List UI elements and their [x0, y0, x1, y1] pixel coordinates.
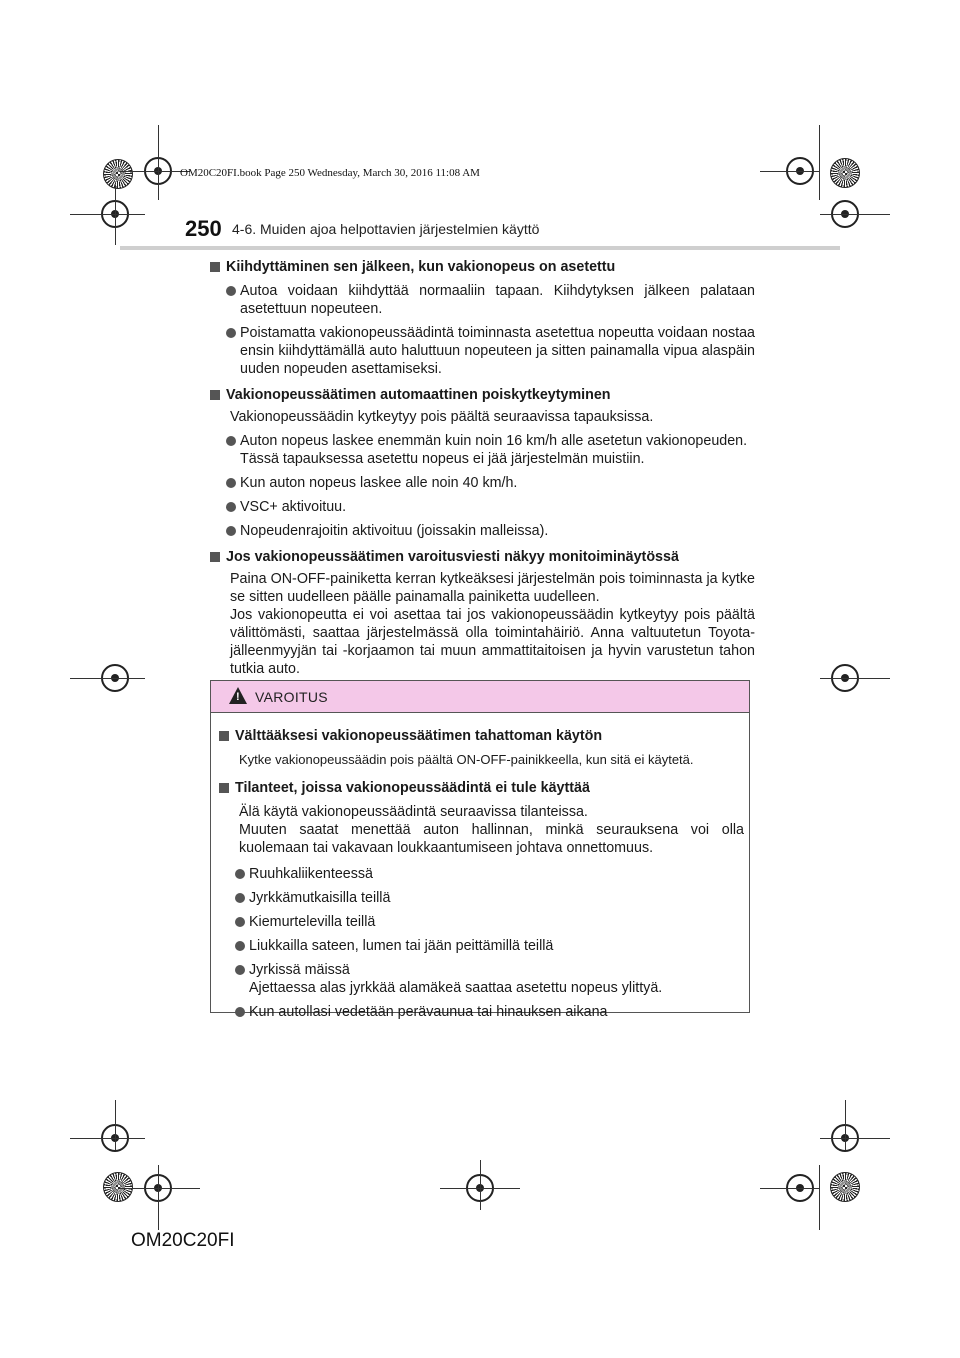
- footer-code: OM20C20FI: [131, 1230, 235, 1251]
- warning-triangle-icon: !: [229, 687, 247, 704]
- header-rule: [120, 246, 840, 250]
- warning-text: Muuten saatat menettää auton hallinnan, minkä seurauksena voi olla kuolemaan tai vakavaan loukkaantumiseen johtava onnettomuus.: [239, 822, 744, 856]
- crop-line: [70, 1138, 145, 1139]
- list-item: Kun auton nopeus laskee alle noin 40 km/h.: [210, 474, 755, 492]
- list-item: Autoa voidaan kiihdyttää normaaliin tapaan. Kiihdytyksen jälkeen palataan asetettuun nopeuteen.: [210, 282, 755, 318]
- crop-line: [70, 678, 145, 679]
- warning-list-item: Kun autollasi vedetään perävaunua tai hinauksen aikana: [219, 1003, 744, 1021]
- warning-box: [210, 680, 750, 1020]
- bullet-icon: [235, 941, 245, 951]
- bullet-icon: [235, 869, 245, 879]
- bullet-icon: [235, 893, 245, 903]
- crop-line: [845, 1100, 846, 1150]
- bullet-icon: [226, 526, 236, 536]
- warning-list-item: Liukkailla sateen, lumen tai jään peittämillä teillä: [219, 937, 744, 955]
- warning-list-item: Ruuhkaliikenteessä: [219, 865, 744, 883]
- registration-sunburst-top-right: [830, 158, 860, 188]
- list-item: VSC+ aktivoituu.: [210, 498, 755, 516]
- chapter-title: 4-6. Muiden ajoa helpottavien järjestelmien käyttö: [232, 221, 540, 237]
- bullet-icon: [226, 436, 236, 446]
- crop-line: [158, 125, 159, 200]
- crop-line: [115, 1100, 116, 1150]
- warning-heading: Välttääksesi vakionopeussäätimen tahattoman käytön: [219, 727, 744, 745]
- main-content: [210, 254, 755, 678]
- list-item: Poistamatta vakionopeussäädintä toiminnasta asetettua nopeutta voidaan nostaa ensin kiihdyttämällä auto haluttuun nopeuteen ja sitten painamalla vipua alaspäin uuden nopeuden asettamiseksi.: [210, 324, 755, 378]
- section-heading: Jos vakionopeussäätimen varoitusviesti näkyy monitoiminäytössä: [210, 548, 755, 566]
- bullet-icon: [235, 965, 245, 975]
- crop-line: [70, 214, 145, 215]
- crop-line: [820, 214, 890, 215]
- warning-list-item: Jyrkissä mäissä Ajettaessa alas jyrkkää alamäkeä saattaa asetettu nopeus ylittyä.: [219, 961, 744, 997]
- bullet-icon: [235, 1007, 245, 1017]
- book-info-line: OM20C20FI.book Page 250 Wednesday, March 30, 2016 11:08 AM: [180, 167, 480, 179]
- crop-line: [819, 1165, 820, 1230]
- warning-heading: Tilanteet, joissa vakionopeussäädintä ei tule käyttää: [219, 779, 744, 797]
- warning-list-item: Kiemurtelevilla teillä: [219, 913, 744, 931]
- warning-header: [211, 681, 749, 713]
- bullet-icon: [235, 917, 245, 927]
- paragraph: Jos vakionopeutta ei voi asettaa tai jos vakionopeussäädin kytkeytyy pois päältä välittömästi, saattaa järjestelmässä olla toimintahäiriö. Anna valtuutetun Toyota-jälleenmyyjän tai -korjaamon tai muun ammattitaitoisen ja hyvin varustetun tahon tutkia auto.: [230, 607, 755, 677]
- page-number: 250: [185, 216, 222, 241]
- section-heading: Kiihdyttäminen sen jälkeen, kun vakionopeus on asetettu: [210, 258, 755, 276]
- list-item-note: Ajettaessa alas jyrkkää alamäkeä saattaa asetettu nopeus ylittyä.: [249, 980, 663, 996]
- crop-line: [820, 1138, 890, 1139]
- registration-sunburst-top-left: [103, 159, 133, 189]
- crop-line: [760, 171, 820, 172]
- bullet-icon: [226, 502, 236, 512]
- list-item: Auton nopeus laskee enemmän kuin noin 16 km/h alle asetetun vakionopeuden. Tässä tapauksessa asetettu nopeus ei jää järjestelmän muistiin.: [210, 432, 755, 468]
- crop-line: [120, 1188, 200, 1189]
- bullet-icon: [226, 478, 236, 488]
- warning-text: Kytke vakionopeussäädin pois päältä ON-OFF-painikkeella, kun sitä ei käytetä.: [239, 752, 694, 767]
- warning-label: VAROITUS: [255, 689, 328, 705]
- crop-line: [115, 185, 116, 245]
- bullet-icon: [226, 328, 236, 338]
- warning-body: [219, 723, 744, 1021]
- paragraph: Paina ON-OFF-painiketta kerran kytkeäksesi järjestelmän pois toiminnasta ja kytke se sitten uudelleen päälle painamalla painiketta uudelleen.: [230, 571, 755, 605]
- warning-text: Älä käytä vakionopeussäädintä seuraavissa tilanteissa.: [239, 804, 588, 820]
- registration-sunburst-bottom-right: [830, 1172, 860, 1202]
- registration-sunburst-bottom-left: [103, 1172, 133, 1202]
- section-intro: Vakionopeussäädin kytkeytyy pois päältä seuraavissa tapauksissa.: [230, 409, 654, 425]
- list-item-note: Tässä tapauksessa asetettu nopeus ei jää järjestelmän muistiin.: [240, 451, 645, 467]
- crop-line: [480, 1160, 481, 1210]
- crop-line: [819, 125, 820, 200]
- crop-line: [760, 1188, 820, 1189]
- list-item: Nopeudenrajoitin aktivoituu (joissakin malleissa).: [210, 522, 755, 540]
- crop-line: [158, 1165, 159, 1230]
- warning-list-item: Jyrkkämutkaisilla teillä: [219, 889, 744, 907]
- section-heading: Vakionopeussäätimen automaattinen poiskytkeytyminen: [210, 386, 755, 404]
- bullet-icon: [226, 286, 236, 296]
- crop-line: [820, 678, 890, 679]
